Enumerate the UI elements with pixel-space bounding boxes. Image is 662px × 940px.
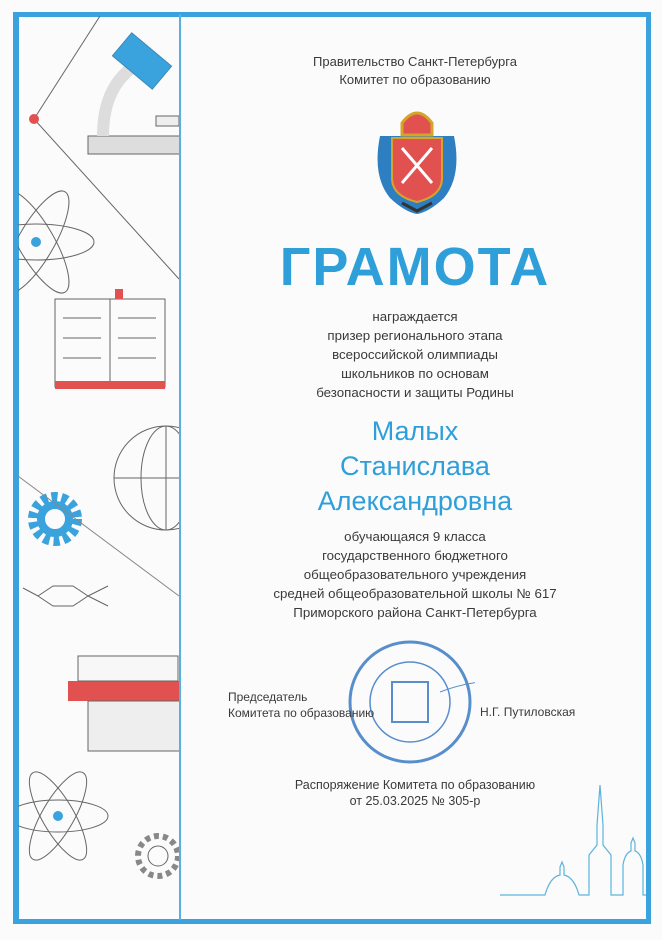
signatory-committee: Комитета по образованию xyxy=(228,706,375,720)
award-line: школьников по основам xyxy=(341,366,489,381)
school-description xyxy=(181,527,649,622)
globe-icon xyxy=(114,426,179,530)
recipient-first-name: Станислава xyxy=(340,451,490,481)
issuer-committee: Комитет по образованию xyxy=(339,72,491,87)
spb-skyline-icon xyxy=(500,780,646,900)
spb-coat-of-arms-icon xyxy=(372,108,462,216)
red-dot-icon xyxy=(29,114,39,124)
school-line: обучающаяся 9 класса xyxy=(344,529,486,544)
science-decoration-strip xyxy=(18,16,179,920)
atom-icon xyxy=(18,183,94,301)
school-line: Приморского района Санкт-Петербурга xyxy=(293,605,537,620)
microscope-icon xyxy=(88,33,179,154)
school-line: средней общеобразовательной школы № 617 xyxy=(273,586,557,601)
school-line: общеобразовательного учреждения xyxy=(303,567,527,582)
order-date-number: от 25.03.2025 № 305-р xyxy=(349,794,481,808)
books-stack-icon xyxy=(68,656,179,751)
gear-icon-2 xyxy=(138,836,178,876)
school-line: государственного бюджетного xyxy=(322,548,508,563)
molecule-icon xyxy=(23,586,108,606)
recipient-name xyxy=(181,414,649,519)
certificate-title: ГРАМОТА xyxy=(279,237,551,297)
award-line: всероссийской олимпиады xyxy=(332,347,498,362)
signatory-title: Председатель xyxy=(228,690,308,704)
recipient-surname: Малых xyxy=(371,416,459,446)
award-line: безопасности и защиты Родины xyxy=(316,385,514,400)
award-line: призер регионального этапа xyxy=(327,328,503,343)
award-line: награждается xyxy=(372,309,458,324)
book-icon xyxy=(55,289,165,389)
issuer-header xyxy=(181,53,649,89)
award-description xyxy=(181,307,649,402)
signatory-name: Н.Г. Путиловская xyxy=(480,705,576,719)
atom-icon-2 xyxy=(18,765,108,868)
signatory-position xyxy=(228,689,374,721)
issuer-government: Правительство Санкт-Петербурга xyxy=(313,54,517,69)
order-title: Распоряжение Комитета по образованию xyxy=(294,778,536,792)
recipient-patronymic: Александровна xyxy=(317,486,513,516)
